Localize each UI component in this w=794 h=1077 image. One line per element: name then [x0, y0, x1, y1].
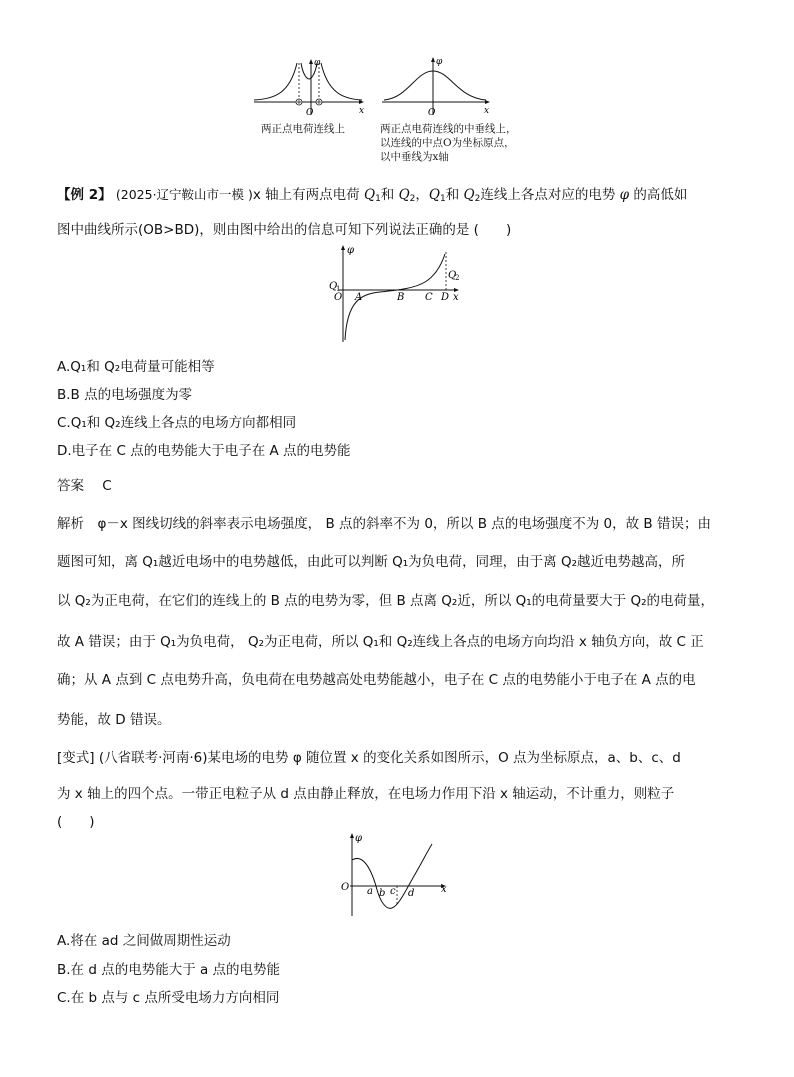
analysis-line-1: 解析 φ－x 图线切线的斜率表示电场强度， B 点的斜率不为 0，所以 B 点的电场强度不为 0，故 B 错误；由 [57, 516, 711, 532]
x-label: x [441, 884, 447, 895]
analysis-line-6: 势能，故 D 错误。 [57, 712, 171, 728]
stem-text: ， [415, 187, 429, 203]
x-label: x [359, 106, 365, 116]
stem-text: 连线上各点对应的电势 [480, 187, 616, 203]
phi-symbol: φ [619, 187, 630, 203]
variant-line-1: [变式] (八省联考·河南·6)某电场的电势 φ 随位置 x 的变化关系如图所示，O 点为坐标原点，a、b、c、d [57, 750, 681, 766]
analysis-line-2: 题图可知，离 Q₁越近电场中的电势越低，由此可以判断 Q₁为负电荷，同理，由于离 Q₂越近电势越高，所 [57, 554, 685, 570]
example2-stem-line1: 【例 2】 (2025·辽宁鞍山市一模 )x 轴上有两点电荷 $Q_1$和 $Q_2$，$Q_1$和 $Q_2$连线上各点对应的电势 φ 的高低如 [57, 187, 688, 204]
q1-subscript: 1 [336, 285, 341, 293]
d-label: d [408, 888, 415, 899]
o-label: O [341, 882, 350, 893]
b-label: b [379, 888, 386, 899]
top-right-caption-1: 两正点电荷连线的中垂线上， [380, 123, 517, 135]
q-symbol: Q [398, 187, 410, 203]
top-figure-right [378, 55, 494, 123]
top-right-caption-3: 以中垂线为x轴 [380, 151, 449, 163]
variant-option-c: C.在 b 点与 c 点所受电场力方向相同 [57, 990, 280, 1006]
example-tag: 【例 2】 [57, 187, 112, 203]
phi-label: φ [314, 58, 321, 68]
variant-option-a: A.将在 ad 之间做周期性运动 [57, 933, 231, 949]
stem-text: x 轴上有两点电荷 [252, 187, 360, 203]
variant-line-3: ( ) [57, 814, 95, 830]
q2-label: Q [448, 270, 457, 281]
a-label: a [367, 886, 373, 897]
example2-stem-line2: 图中曲线所示(OB>BD)，则由图中给出的信息可知下列说法正确的是 ( ) [57, 222, 512, 238]
answer-label: 答案 [57, 478, 84, 494]
b-label: B [397, 292, 405, 303]
top-left-caption: 两正点电荷连线上 [261, 123, 345, 135]
c-label: C [425, 292, 433, 303]
variant-option-b: B.在 d 点的电势能大于 a 点的电势能 [57, 962, 281, 978]
example2-option-b: B.B 点的电场强度为零 [57, 387, 193, 403]
q2-subscript: 2 [455, 274, 460, 282]
answer-line [57, 474, 112, 494]
example2-figure [325, 242, 470, 344]
variant-line-2: 为 x 轴上的四个点。一带正电粒子从 d 点由静止释放，在电场力作用下沿 x 轴运动，不计重力，则粒子 [57, 786, 675, 802]
stem-text: 和 [445, 187, 460, 203]
origin-label: O [306, 108, 314, 118]
q-symbol: Q [363, 187, 376, 203]
analysis-line-3: 以 Q₂为正电荷，在它们的连线上的 B 点的电势为零，但 B 点离 Q₂近，所以 Q₁的电荷量要大于 Q₂的电荷量， [57, 593, 715, 609]
phi-label: φ [355, 833, 363, 844]
analysis-line-5: 确；从 A 点到 C 点电势升高，负电荷在电势越高处电势能越小，电子在 C 点的电势能小于电子在 A 点的电 [57, 672, 696, 688]
d-label: D [441, 292, 450, 303]
o-label: O [334, 292, 343, 303]
variant-figure [336, 830, 456, 918]
a-label: A [355, 292, 363, 303]
analysis-line-4: 故 A 错误；由于 Q₁为负电荷， Q₂为正电荷，所以 Q₁和 Q₂连线上各点的电场方向均沿 x 轴负方向，故 C 正 [57, 634, 704, 650]
phi-label: φ [436, 57, 443, 67]
example2-option-d: D.电子在 C 点的电势能大于电子在 A 点的电势能 [57, 443, 351, 459]
c-label: c [390, 886, 396, 897]
q1-label: Q [329, 281, 338, 292]
top-figure-left [250, 55, 370, 123]
x-label: x [453, 292, 459, 303]
q-symbol: Q [428, 187, 440, 203]
example-source: (2025·辽宁鞍山市一模 ) [115, 187, 253, 202]
answer-value: C [102, 478, 112, 494]
example2-option-a: A.Q₁和 Q₂电荷量可能相等 [57, 359, 215, 375]
x-label: x [484, 106, 490, 116]
stem-text: 和 [380, 187, 395, 203]
origin-label: O [428, 108, 436, 118]
phi-label: φ [347, 245, 355, 256]
stem-text: 的高低如 [633, 187, 688, 203]
top-right-caption-2: 以连线的中点O为坐标原点， [380, 137, 515, 149]
example2-option-c: C.Q₁和 Q₂连线上各点的电场方向都相同 [57, 415, 297, 431]
q-symbol: Q [463, 187, 475, 203]
